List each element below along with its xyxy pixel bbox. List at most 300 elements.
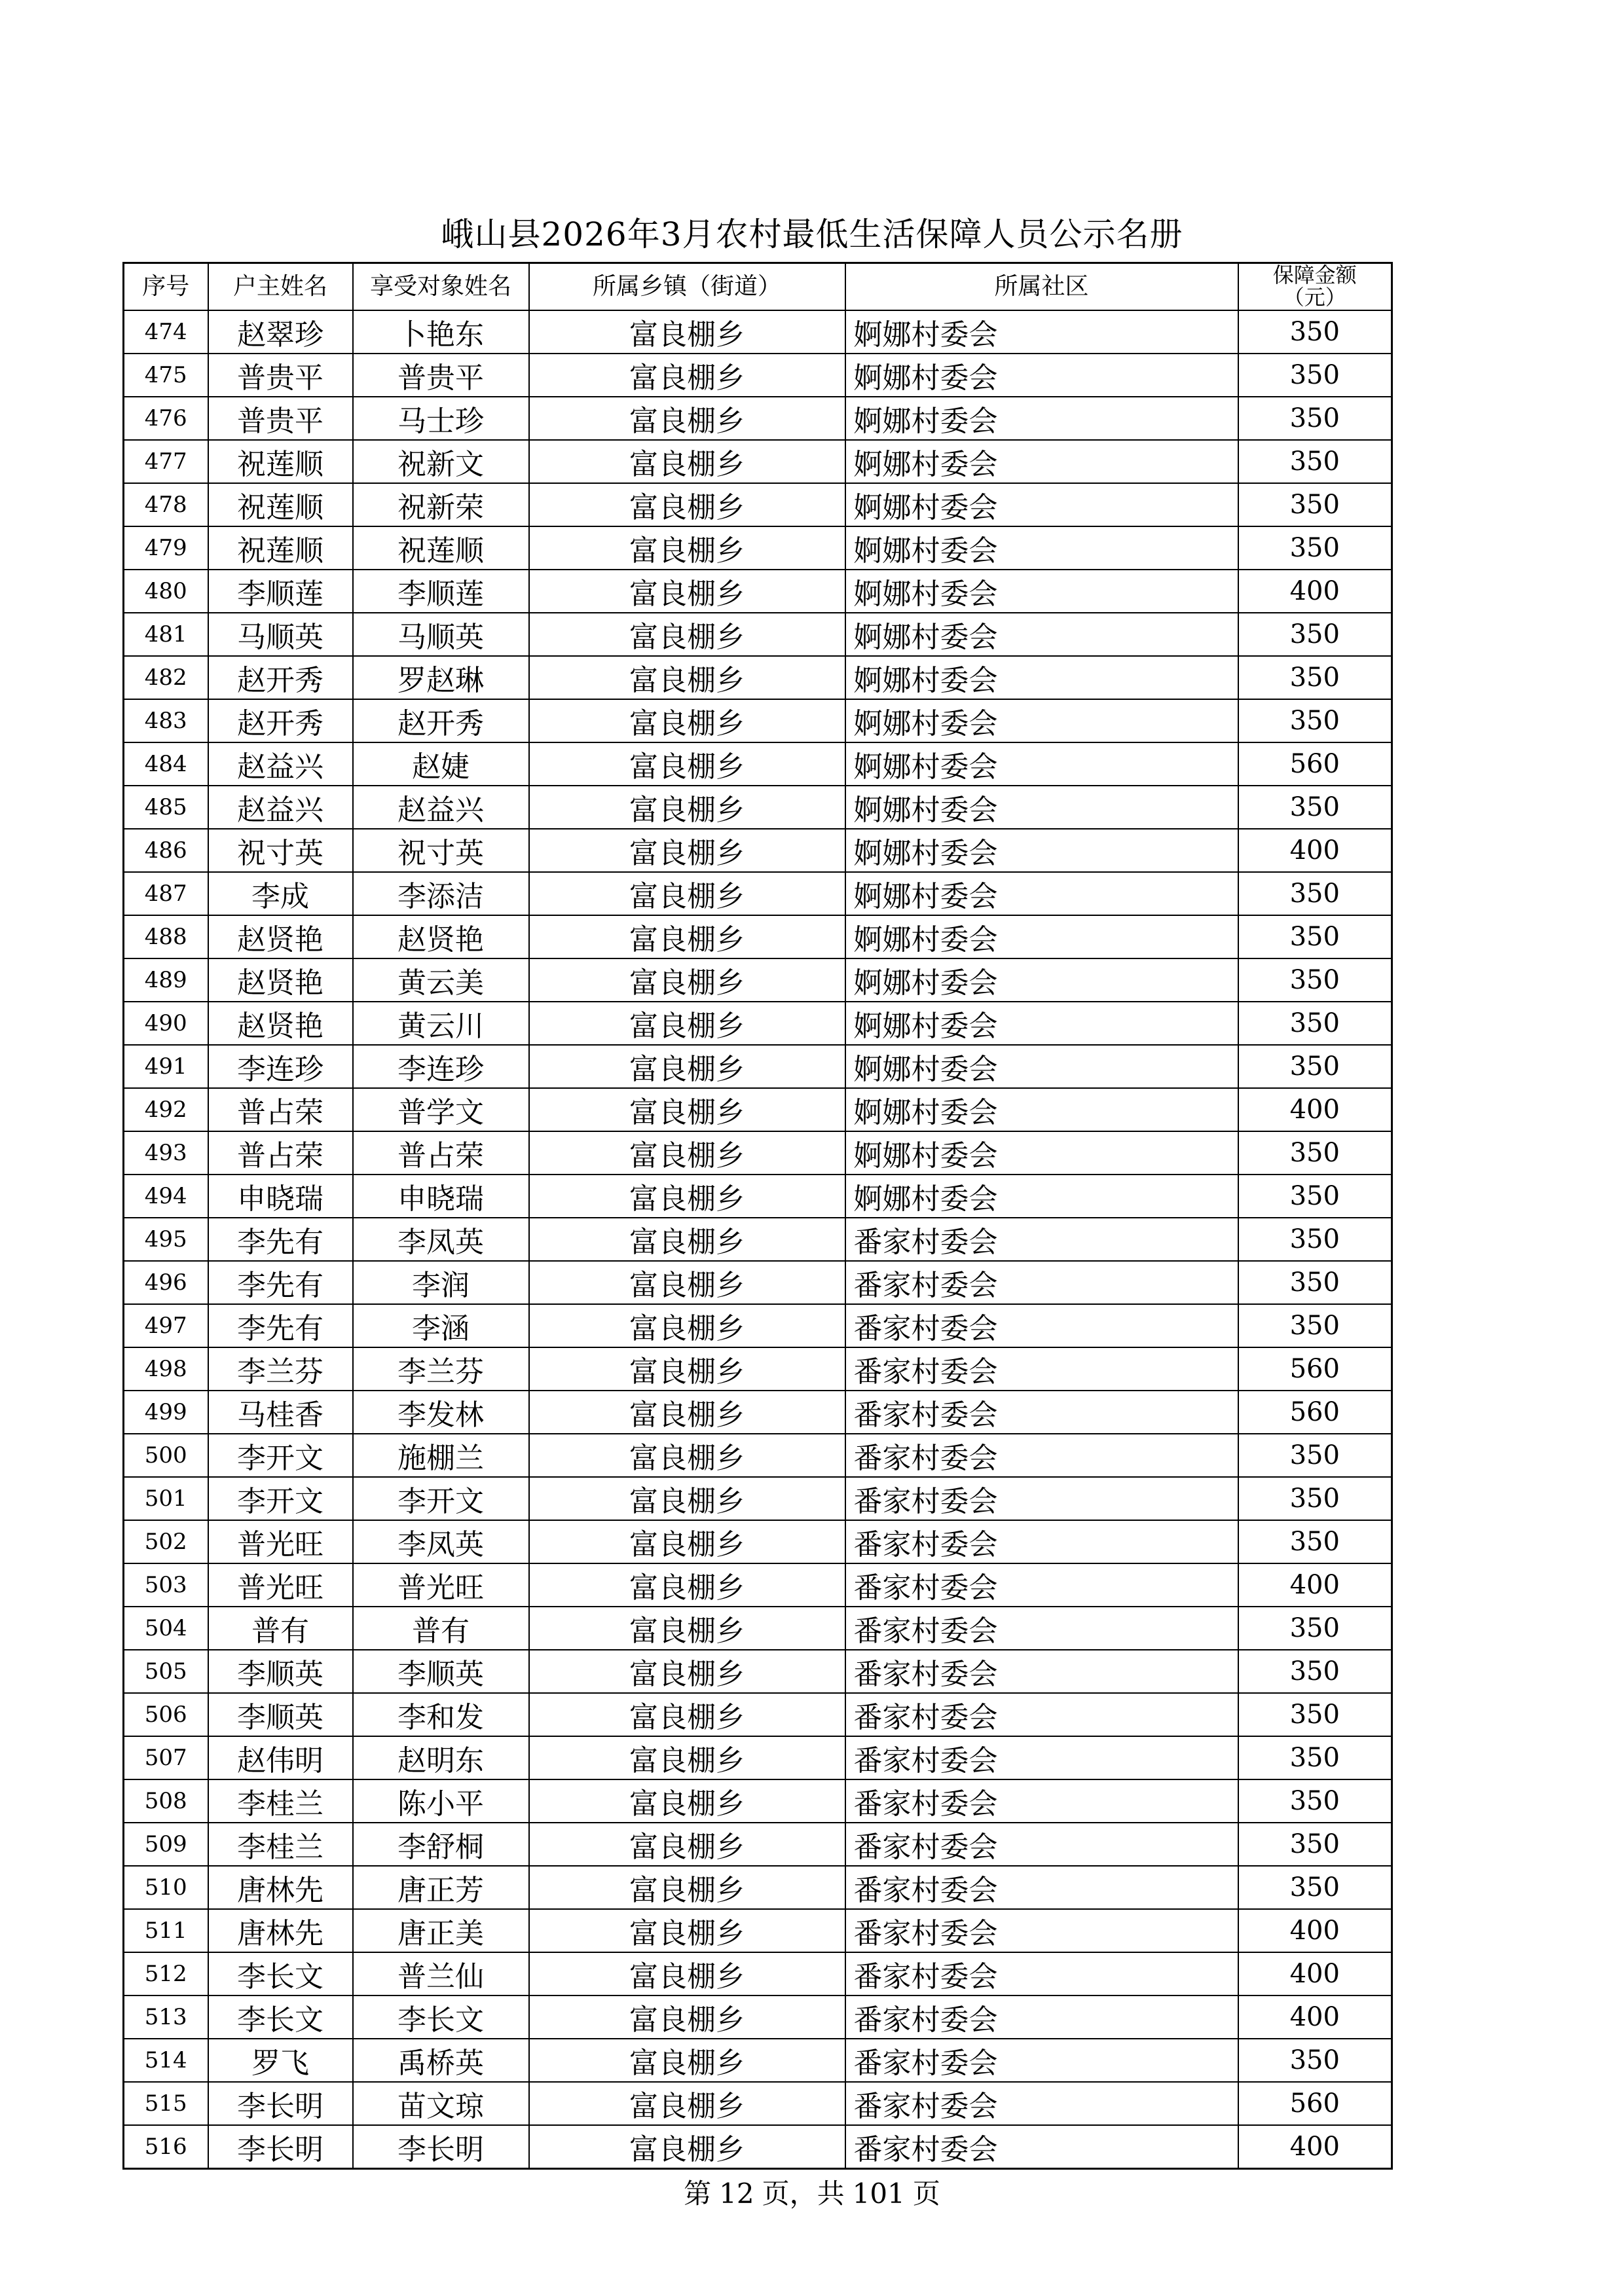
row-town: 富良棚乡 [529, 2082, 845, 2125]
row-town: 富良棚乡 [529, 1779, 845, 1823]
row-seq: 509 [124, 1823, 208, 1866]
row-household-head: 李开文 [208, 1477, 353, 1520]
row-amount: 350 [1238, 526, 1392, 570]
row-household-head: 马顺英 [208, 613, 353, 656]
row-town: 富良棚乡 [529, 1175, 845, 1218]
table-row [124, 440, 1392, 483]
row-beneficiary: 李顺英 [353, 1650, 529, 1693]
row-beneficiary: 苗文琼 [353, 2082, 529, 2125]
row-seq: 511 [124, 1909, 208, 1952]
row-beneficiary: 赵开秀 [353, 699, 529, 742]
row-beneficiary: 马顺英 [353, 613, 529, 656]
roster-body [124, 310, 1392, 2169]
row-household-head: 赵贤艳 [208, 1002, 353, 1045]
row-town: 富良棚乡 [529, 1088, 845, 1131]
row-household-head: 李桂兰 [208, 1823, 353, 1866]
table-row [124, 310, 1392, 354]
table-row [124, 958, 1392, 1002]
row-community: 婀娜村委会 [845, 915, 1238, 958]
row-amount: 560 [1238, 1391, 1392, 1434]
row-beneficiary: 施棚兰 [353, 1434, 529, 1477]
table-row [124, 1736, 1392, 1779]
row-amount: 350 [1238, 1736, 1392, 1779]
row-town: 富良棚乡 [529, 1823, 845, 1866]
row-community: 番家村委会 [845, 2082, 1238, 2125]
row-amount: 350 [1238, 1304, 1392, 1347]
row-seq: 496 [124, 1261, 208, 1304]
header-town: 所属乡镇（街道） [529, 263, 845, 311]
row-seq: 502 [124, 1520, 208, 1563]
row-beneficiary: 赵明东 [353, 1736, 529, 1779]
row-town: 富良棚乡 [529, 786, 845, 829]
row-household-head: 李顺英 [208, 1650, 353, 1693]
table-row [124, 872, 1392, 915]
table-row [124, 1131, 1392, 1175]
table-row [124, 397, 1392, 440]
row-beneficiary: 李添洁 [353, 872, 529, 915]
row-seq: 477 [124, 440, 208, 483]
table-row [124, 915, 1392, 958]
row-town: 富良棚乡 [529, 483, 845, 526]
row-seq: 498 [124, 1347, 208, 1391]
row-seq: 495 [124, 1218, 208, 1261]
table-row [124, 1779, 1392, 1823]
header-community: 所属社区 [845, 263, 1238, 311]
row-community: 婀娜村委会 [845, 742, 1238, 786]
row-beneficiary: 普贵平 [353, 354, 529, 397]
row-seq: 506 [124, 1693, 208, 1736]
row-amount: 350 [1238, 440, 1392, 483]
row-amount: 350 [1238, 1175, 1392, 1218]
row-seq: 487 [124, 872, 208, 915]
table-row [124, 742, 1392, 786]
row-household-head: 唐林先 [208, 1909, 353, 1952]
row-community: 婀娜村委会 [845, 1002, 1238, 1045]
row-amount: 350 [1238, 310, 1392, 354]
row-household-head: 普占荣 [208, 1088, 353, 1131]
row-seq: 485 [124, 786, 208, 829]
row-seq: 489 [124, 958, 208, 1002]
row-household-head: 祝莲顺 [208, 440, 353, 483]
table-row [124, 1607, 1392, 1650]
row-household-head: 赵伟明 [208, 1736, 353, 1779]
row-community: 番家村委会 [845, 1347, 1238, 1391]
row-town: 富良棚乡 [529, 2039, 845, 2082]
row-community: 婀娜村委会 [845, 1045, 1238, 1088]
row-seq: 515 [124, 2082, 208, 2125]
table-row [124, 1218, 1392, 1261]
row-community: 婀娜村委会 [845, 613, 1238, 656]
row-town: 富良棚乡 [529, 1477, 845, 1520]
row-amount: 350 [1238, 1779, 1392, 1823]
row-seq: 514 [124, 2039, 208, 2082]
row-town: 富良棚乡 [529, 1434, 845, 1477]
row-amount: 400 [1238, 2125, 1392, 2169]
row-household-head: 赵开秀 [208, 656, 353, 699]
row-beneficiary: 禹桥英 [353, 2039, 529, 2082]
row-seq: 513 [124, 1995, 208, 2039]
row-household-head: 祝寸英 [208, 829, 353, 872]
row-seq: 494 [124, 1175, 208, 1218]
row-beneficiary: 李开文 [353, 1477, 529, 1520]
row-community: 番家村委会 [845, 1477, 1238, 1520]
row-household-head: 李顺英 [208, 1693, 353, 1736]
row-community: 番家村委会 [845, 1693, 1238, 1736]
row-beneficiary: 黄云川 [353, 1002, 529, 1045]
row-seq: 500 [124, 1434, 208, 1477]
row-seq: 493 [124, 1131, 208, 1175]
row-town: 富良棚乡 [529, 440, 845, 483]
row-community: 婀娜村委会 [845, 310, 1238, 354]
row-seq: 484 [124, 742, 208, 786]
row-amount: 400 [1238, 1563, 1392, 1607]
row-community: 婀娜村委会 [845, 570, 1238, 613]
page-footer [0, 2172, 1624, 2212]
row-amount: 350 [1238, 915, 1392, 958]
row-community: 婀娜村委会 [845, 483, 1238, 526]
row-seq: 508 [124, 1779, 208, 1823]
row-community: 婀娜村委会 [845, 440, 1238, 483]
row-household-head: 普有 [208, 1607, 353, 1650]
row-amount: 350 [1238, 613, 1392, 656]
row-household-head: 李先有 [208, 1304, 353, 1347]
row-household-head: 李连珍 [208, 1045, 353, 1088]
row-seq: 482 [124, 656, 208, 699]
row-seq: 504 [124, 1607, 208, 1650]
row-household-head: 李长明 [208, 2125, 353, 2169]
row-beneficiary: 祝新荣 [353, 483, 529, 526]
row-community: 番家村委会 [845, 1261, 1238, 1304]
row-amount: 350 [1238, 1607, 1392, 1650]
header-beneficiary: 享受对象姓名 [353, 263, 529, 311]
header-amount-line1: 保障金额 [1272, 263, 1357, 288]
row-household-head: 李桂兰 [208, 1779, 353, 1823]
row-household-head: 赵开秀 [208, 699, 353, 742]
row-household-head: 普贵平 [208, 354, 353, 397]
footer-prefix: 第 [684, 2178, 712, 2210]
table-row [124, 656, 1392, 699]
table-row [124, 2039, 1392, 2082]
row-household-head: 普贵平 [208, 397, 353, 440]
row-beneficiary: 普光旺 [353, 1563, 529, 1607]
row-beneficiary: 黄云美 [353, 958, 529, 1002]
row-community: 番家村委会 [845, 1650, 1238, 1693]
row-seq: 501 [124, 1477, 208, 1520]
row-community: 婀娜村委会 [845, 1088, 1238, 1131]
row-seq: 481 [124, 613, 208, 656]
page-title: 峨山县2026年3月农村最低生活保障人员公示名册 [441, 215, 1183, 253]
row-household-head: 李兰芬 [208, 1347, 353, 1391]
footer-suffix: 页 [912, 2178, 940, 2210]
row-household-head: 申晓瑞 [208, 1175, 353, 1218]
table-row [124, 829, 1392, 872]
row-amount: 350 [1238, 354, 1392, 397]
table-row [124, 1650, 1392, 1693]
row-town: 富良棚乡 [529, 1866, 845, 1909]
row-town: 富良棚乡 [529, 915, 845, 958]
row-household-head: 罗飞 [208, 2039, 353, 2082]
row-household-head: 赵益兴 [208, 742, 353, 786]
row-beneficiary: 陈小平 [353, 1779, 529, 1823]
row-community: 婀娜村委会 [845, 958, 1238, 1002]
row-beneficiary: 李发林 [353, 1391, 529, 1434]
table-row [124, 699, 1392, 742]
footer-page-number: 12 [719, 2178, 754, 2210]
row-beneficiary: 卜艳东 [353, 310, 529, 354]
row-beneficiary: 赵婕 [353, 742, 529, 786]
row-community: 婀娜村委会 [845, 656, 1238, 699]
row-household-head: 李顺莲 [208, 570, 353, 613]
row-household-head: 普光旺 [208, 1563, 353, 1607]
row-amount: 350 [1238, 656, 1392, 699]
row-household-head: 普占荣 [208, 1131, 353, 1175]
row-community: 番家村委会 [845, 1434, 1238, 1477]
table-row [124, 1261, 1392, 1304]
row-beneficiary: 李兰芬 [353, 1347, 529, 1391]
row-beneficiary: 李和发 [353, 1693, 529, 1736]
table-row [124, 1434, 1392, 1477]
row-amount: 350 [1238, 1218, 1392, 1261]
row-town: 富良棚乡 [529, 1347, 845, 1391]
row-household-head: 赵贤艳 [208, 958, 353, 1002]
row-beneficiary: 唐正美 [353, 1909, 529, 1952]
table-row [124, 354, 1392, 397]
row-seq: 479 [124, 526, 208, 570]
table-row [124, 483, 1392, 526]
row-amount: 350 [1238, 1002, 1392, 1045]
row-amount: 400 [1238, 829, 1392, 872]
row-beneficiary: 普兰仙 [353, 1952, 529, 1995]
row-amount: 350 [1238, 1131, 1392, 1175]
row-household-head: 马桂香 [208, 1391, 353, 1434]
row-town: 富良棚乡 [529, 1261, 845, 1304]
table-row [124, 570, 1392, 613]
row-amount: 350 [1238, 1045, 1392, 1088]
table-row [124, 1693, 1392, 1736]
row-town: 富良棚乡 [529, 1607, 845, 1650]
table-row [124, 786, 1392, 829]
row-seq: 499 [124, 1391, 208, 1434]
table-row [124, 1520, 1392, 1563]
row-town: 富良棚乡 [529, 829, 845, 872]
row-beneficiary: 普占荣 [353, 1131, 529, 1175]
roster-table [122, 262, 1393, 2170]
row-seq: 516 [124, 2125, 208, 2169]
row-community: 婀娜村委会 [845, 829, 1238, 872]
row-beneficiary: 祝寸英 [353, 829, 529, 872]
row-town: 富良棚乡 [529, 2125, 845, 2169]
row-amount: 350 [1238, 1693, 1392, 1736]
row-amount: 350 [1238, 958, 1392, 1002]
row-seq: 488 [124, 915, 208, 958]
row-town: 富良棚乡 [529, 1131, 845, 1175]
row-town: 富良棚乡 [529, 1002, 845, 1045]
row-seq: 478 [124, 483, 208, 526]
row-seq: 490 [124, 1002, 208, 1045]
header-row [124, 263, 1392, 311]
table-row [124, 613, 1392, 656]
row-community: 婀娜村委会 [845, 872, 1238, 915]
row-community: 番家村委会 [845, 1823, 1238, 1866]
table-row [124, 1347, 1392, 1391]
row-community: 番家村委会 [845, 2125, 1238, 2169]
row-beneficiary: 李长明 [353, 2125, 529, 2169]
row-household-head: 李先有 [208, 1261, 353, 1304]
row-town: 富良棚乡 [529, 310, 845, 354]
table-row [124, 1304, 1392, 1347]
row-amount: 350 [1238, 483, 1392, 526]
row-seq: 507 [124, 1736, 208, 1779]
row-community: 婀娜村委会 [845, 699, 1238, 742]
row-town: 富良棚乡 [529, 1563, 845, 1607]
row-town: 富良棚乡 [529, 1909, 845, 1952]
row-beneficiary: 赵贤艳 [353, 915, 529, 958]
table-row [124, 1823, 1392, 1866]
row-amount: 560 [1238, 742, 1392, 786]
row-beneficiary: 赵益兴 [353, 786, 529, 829]
row-town: 富良棚乡 [529, 1520, 845, 1563]
row-household-head: 李长文 [208, 1952, 353, 1995]
row-seq: 474 [124, 310, 208, 354]
row-community: 番家村委会 [845, 1995, 1238, 2039]
footer-total-pages: 101 [852, 2178, 905, 2210]
header-amount-line2: （元） [1283, 285, 1346, 310]
row-town: 富良棚乡 [529, 570, 845, 613]
row-amount: 350 [1238, 1650, 1392, 1693]
row-town: 富良棚乡 [529, 699, 845, 742]
row-amount: 350 [1238, 872, 1392, 915]
row-town: 富良棚乡 [529, 1736, 845, 1779]
row-household-head: 赵益兴 [208, 786, 353, 829]
row-community: 番家村委会 [845, 1607, 1238, 1650]
row-amount: 350 [1238, 786, 1392, 829]
header-seq: 序号 [124, 263, 208, 311]
row-beneficiary: 李顺莲 [353, 570, 529, 613]
row-town: 富良棚乡 [529, 1693, 845, 1736]
row-household-head: 赵贤艳 [208, 915, 353, 958]
row-amount: 350 [1238, 1823, 1392, 1866]
row-beneficiary: 普学文 [353, 1088, 529, 1131]
row-beneficiary: 李凤英 [353, 1218, 529, 1261]
row-community: 番家村委会 [845, 1218, 1238, 1261]
row-household-head: 唐林先 [208, 1866, 353, 1909]
row-seq: 505 [124, 1650, 208, 1693]
row-beneficiary: 李润 [353, 1261, 529, 1304]
row-town: 富良棚乡 [529, 1995, 845, 2039]
row-amount: 350 [1238, 2039, 1392, 2082]
row-town: 富良棚乡 [529, 1650, 845, 1693]
row-community: 婀娜村委会 [845, 1131, 1238, 1175]
row-beneficiary: 普有 [353, 1607, 529, 1650]
row-community: 婀娜村委会 [845, 354, 1238, 397]
row-town: 富良棚乡 [529, 1391, 845, 1434]
row-amount: 350 [1238, 1477, 1392, 1520]
row-community: 婀娜村委会 [845, 786, 1238, 829]
row-beneficiary: 李舒桐 [353, 1823, 529, 1866]
row-beneficiary: 李连珍 [353, 1045, 529, 1088]
row-household-head: 李先有 [208, 1218, 353, 1261]
row-seq: 486 [124, 829, 208, 872]
row-amount: 350 [1238, 1261, 1392, 1304]
row-household-head: 李长文 [208, 1995, 353, 2039]
header-household-head: 户主姓名 [208, 263, 353, 311]
row-household-head: 赵翠珍 [208, 310, 353, 354]
row-seq: 510 [124, 1866, 208, 1909]
row-amount: 350 [1238, 1520, 1392, 1563]
row-amount: 400 [1238, 1088, 1392, 1131]
row-town: 富良棚乡 [529, 354, 845, 397]
row-beneficiary: 李长文 [353, 1995, 529, 2039]
table-row [124, 1477, 1392, 1520]
row-community: 婀娜村委会 [845, 1175, 1238, 1218]
row-beneficiary: 祝莲顺 [353, 526, 529, 570]
row-amount: 400 [1238, 1952, 1392, 1995]
row-amount: 560 [1238, 1347, 1392, 1391]
row-community: 番家村委会 [845, 1779, 1238, 1823]
table-row [124, 1391, 1392, 1434]
row-town: 富良棚乡 [529, 1952, 845, 1995]
row-beneficiary: 唐正芳 [353, 1866, 529, 1909]
row-amount: 350 [1238, 699, 1392, 742]
row-seq: 491 [124, 1045, 208, 1088]
row-amount: 400 [1238, 1909, 1392, 1952]
table-row [124, 1952, 1392, 1995]
row-community: 番家村委会 [845, 1909, 1238, 1952]
row-amount: 560 [1238, 2082, 1392, 2125]
row-community: 番家村委会 [845, 1952, 1238, 1995]
table-row [124, 1175, 1392, 1218]
row-household-head: 普光旺 [208, 1520, 353, 1563]
row-household-head: 祝莲顺 [208, 483, 353, 526]
row-seq: 497 [124, 1304, 208, 1347]
row-seq: 476 [124, 397, 208, 440]
row-town: 富良棚乡 [529, 656, 845, 699]
row-household-head: 李长明 [208, 2082, 353, 2125]
row-community: 婀娜村委会 [845, 526, 1238, 570]
row-town: 富良棚乡 [529, 397, 845, 440]
row-beneficiary: 祝新文 [353, 440, 529, 483]
row-beneficiary: 申晓瑞 [353, 1175, 529, 1218]
row-town: 富良棚乡 [529, 872, 845, 915]
row-amount: 350 [1238, 397, 1392, 440]
row-community: 番家村委会 [845, 1520, 1238, 1563]
header-amount [1238, 263, 1392, 311]
row-community: 番家村委会 [845, 1391, 1238, 1434]
row-household-head: 祝莲顺 [208, 526, 353, 570]
table-row [124, 2082, 1392, 2125]
row-seq: 512 [124, 1952, 208, 1995]
table-row [124, 1045, 1392, 1088]
row-town: 富良棚乡 [529, 1304, 845, 1347]
row-household-head: 李开文 [208, 1434, 353, 1477]
table-row [124, 1002, 1392, 1045]
row-community: 番家村委会 [845, 1304, 1238, 1347]
row-town: 富良棚乡 [529, 526, 845, 570]
row-beneficiary: 李涵 [353, 1304, 529, 1347]
row-town: 富良棚乡 [529, 1045, 845, 1088]
row-amount: 350 [1238, 1866, 1392, 1909]
table-row [124, 1909, 1392, 1952]
table-row [124, 1563, 1392, 1607]
row-community: 番家村委会 [845, 1866, 1238, 1909]
row-seq: 483 [124, 699, 208, 742]
table-row [124, 1995, 1392, 2039]
row-seq: 475 [124, 354, 208, 397]
row-amount: 400 [1238, 570, 1392, 613]
table-row [124, 526, 1392, 570]
row-beneficiary: 罗赵琳 [353, 656, 529, 699]
table-row [124, 2125, 1392, 2169]
